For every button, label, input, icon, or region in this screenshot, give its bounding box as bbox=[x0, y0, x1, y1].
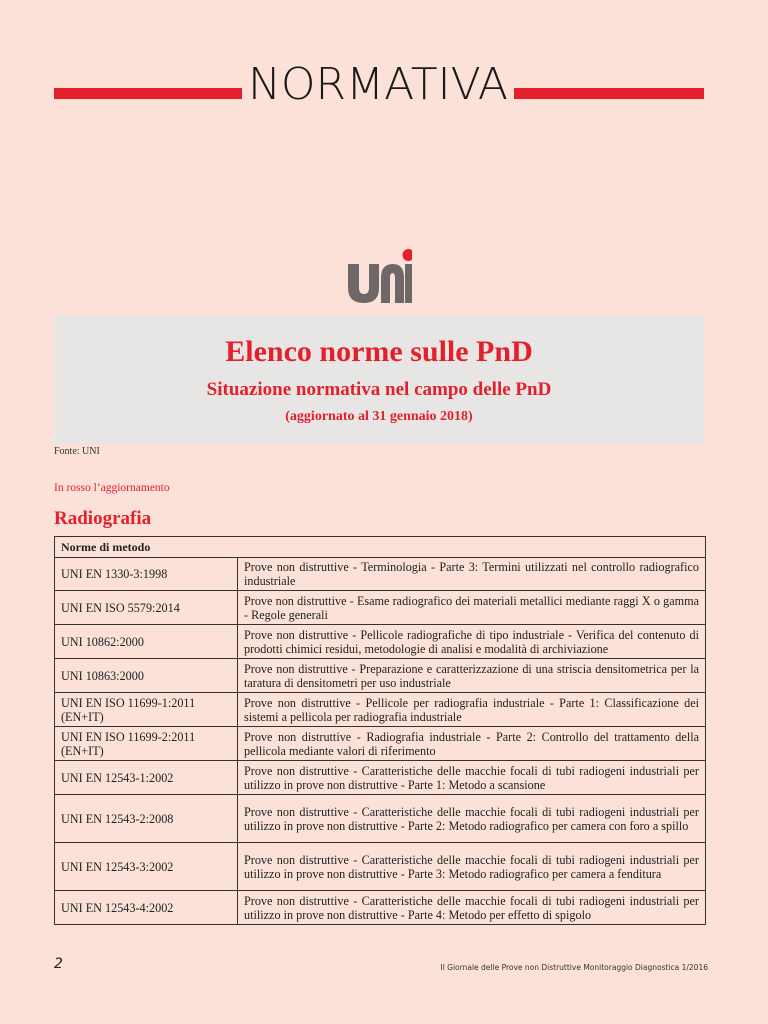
norm-description: Prove non distruttive - Pellicole radiografiche di tipo industriale - Verifica del contenuto di prodotti chimici residui, metodologie di analisi e modalità di archiviazione bbox=[238, 625, 706, 659]
table-row bbox=[55, 843, 706, 891]
table-header-row bbox=[55, 537, 706, 558]
section-title: NORMATIVA bbox=[247, 59, 508, 110]
norm-code: UNI EN 12543-3:2002 bbox=[55, 843, 238, 891]
header-rule-left bbox=[54, 88, 242, 99]
update-date: (aggiornato al 31 gennaio 2018) bbox=[285, 409, 473, 424]
table-row bbox=[55, 727, 706, 761]
table-row bbox=[55, 693, 706, 727]
journal-footer: Il Giornale delle Prove non Distruttive Monitoraggio Diagnostica 1/2016 bbox=[440, 963, 708, 972]
uni-logo bbox=[346, 248, 412, 304]
norm-description: Prove non distruttive - Pellicole per radiografia industriale - Parte 1: Classificazione dei sistemi a pellicola per radiografia industriale bbox=[238, 693, 706, 727]
norm-code: UNI EN ISO 5579:2014 bbox=[55, 591, 238, 625]
category-heading: Radiografia bbox=[54, 508, 152, 529]
norm-code: UNI EN 12543-4:2002 bbox=[55, 891, 238, 925]
update-note: In rosso l’aggiornamento bbox=[54, 482, 170, 494]
norm-description: Prove non distruttive - Caratteristiche delle macchie focali di tubi radiogeni industriali per utilizzo in prove non distruttive - Parte 4: Metodo per effetto di spigolo bbox=[238, 891, 706, 925]
norm-description: Prove non distruttive - Caratteristiche delle macchie focali di tubi radiogeni industriali per utilizzo in prove non distruttive - Parte 2: Metodo radiografico per camera con foro a spillo bbox=[238, 795, 706, 843]
norm-description: Prove non distruttive - Terminologia - Parte 3: Termini utilizzati nel controllo radiografico industriale bbox=[238, 558, 706, 591]
document-subtitle: Situazione normativa nel campo delle PnD bbox=[206, 379, 552, 400]
norms-table bbox=[54, 536, 706, 925]
norm-description: Prove non distruttive - Caratteristiche delle macchie focali di tubi radiogeni industriali per utilizzo in prove non distruttive - Parte 3: Metodo radiografico per camera a fenditura bbox=[238, 843, 706, 891]
norm-code: UNI 10863:2000 bbox=[55, 659, 238, 693]
table-row bbox=[55, 591, 706, 625]
table-row bbox=[55, 795, 706, 843]
norm-description: Prove non distruttive - Esame radiografico dei materiali metallici mediante raggi X o gamma - Regole generali bbox=[238, 591, 706, 625]
table-row bbox=[55, 558, 706, 591]
table-row bbox=[55, 625, 706, 659]
table-row bbox=[55, 659, 706, 693]
norm-code: UNI EN 12543-1:2002 bbox=[55, 761, 238, 795]
table-row bbox=[55, 891, 706, 925]
norm-code: UNI EN 12543-2:2008 bbox=[55, 795, 238, 843]
norm-description: Prove non distruttive - Radiografia industriale - Parte 2: Controllo del trattamento della pellicola mediante valori di riferimento bbox=[238, 727, 706, 761]
table-header: Norme di metodo bbox=[55, 537, 706, 558]
header-rule-right bbox=[514, 88, 704, 99]
norm-code: UNI EN ISO 11699-1:2011 (EN+IT) bbox=[55, 693, 238, 727]
norm-code: UNI EN ISO 11699-2:2011 (EN+IT) bbox=[55, 727, 238, 761]
norm-code: UNI 10862:2000 bbox=[55, 625, 238, 659]
document-title: Elenco norme sulle PnD bbox=[225, 335, 533, 368]
title-box bbox=[54, 316, 704, 444]
page-number: 2 bbox=[54, 956, 63, 972]
norm-code: UNI EN 1330-3:1998 bbox=[55, 558, 238, 591]
norm-description: Prove non distruttive - Preparazione e caratterizzazione di una striscia densitometrica per la taratura di densitometri per uso industriale bbox=[238, 659, 706, 693]
norm-description: Prove non distruttive - Caratteristiche delle macchie focali di tubi radiogeni industriali per utilizzo in prove non distruttive - Parte 1: Metodo a scansione bbox=[238, 761, 706, 795]
source-note: Fonte: UNI bbox=[54, 446, 100, 457]
table-row bbox=[55, 761, 706, 795]
